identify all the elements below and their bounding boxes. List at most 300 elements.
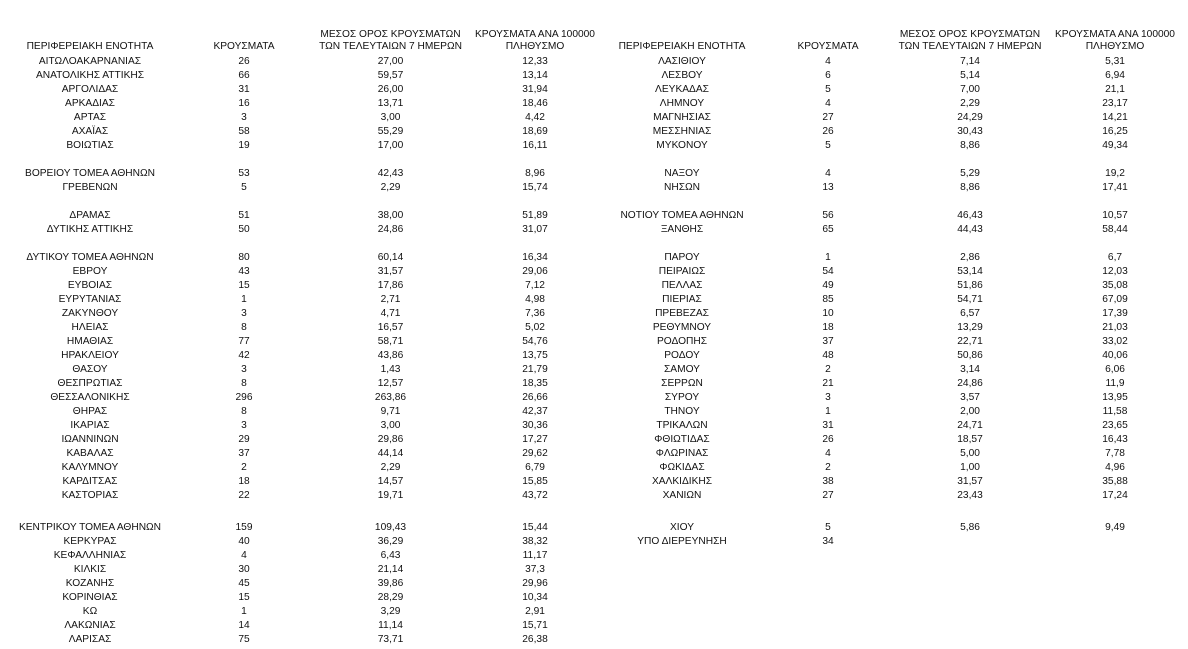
region-name-cell: ΚΑΛΥΜΝΟΥ — [61, 462, 119, 473]
avg-7day-cell: 14,57 — [377, 476, 404, 487]
table-row — [0, 447, 1188, 461]
cases-cell: 16 — [238, 98, 250, 109]
avg-7day-cell: 28,29 — [377, 592, 404, 603]
table-row — [0, 419, 1188, 433]
rate-per-100k-cell: 29,06 — [522, 266, 548, 277]
cases-cell: 2 — [241, 462, 247, 473]
cases-cell: 4 — [825, 448, 831, 459]
rate-per-100k-cell: 35,88 — [1102, 476, 1128, 487]
avg-7day-cell: 7,00 — [960, 84, 980, 95]
rate-per-100k-cell: 18,35 — [522, 378, 548, 389]
region-name-cell: ΞΑΝΘΗΣ — [660, 224, 704, 235]
region-name-cell: ΚΑΒΑΛΑΣ — [66, 448, 114, 459]
rate-per-100k-cell: 49,34 — [1102, 140, 1128, 151]
cases-cell: 34 — [822, 536, 834, 547]
region-name-cell: ΑΧΑΪΑΣ — [71, 126, 109, 137]
left-header-cases: ΚΡΟΥΣΜΑΤΑ — [213, 41, 275, 52]
right-header-avg-line1: ΜΕΣΟΣ ΟΡΟΣ ΚΡΟΥΣΜΑΤΩΝ — [899, 29, 1041, 40]
table-row — [0, 223, 1188, 237]
table-row — [0, 69, 1188, 83]
region-name-cell: ΝΗΣΩΝ — [664, 182, 700, 193]
region-name-cell: ΜΑΓΝΗΣΙΑΣ — [653, 112, 711, 123]
avg-7day-cell: 21,14 — [377, 564, 404, 575]
cases-cell: 3 — [825, 392, 831, 403]
region-name-cell: ΑΝΑΤΟΛΙΚΗΣ ΑΤΤΙΚΗΣ — [35, 70, 145, 81]
region-name-cell: ΦΩΚΙΔΑΣ — [659, 462, 705, 473]
region-name-cell: ΚΑΡΔΙΤΣΑΣ — [62, 476, 118, 487]
cases-cell: 3 — [241, 420, 247, 431]
table-row — [0, 489, 1188, 503]
left-header-avg — [318, 29, 463, 53]
rate-per-100k-cell: 58,44 — [1102, 224, 1128, 235]
region-name-cell: ΡΕΘΥΜΝΟΥ — [652, 322, 712, 333]
region-name-cell: ΚΙΛΚΙΣ — [73, 564, 107, 575]
region-name-cell: ΛΕΣΒΟΥ — [661, 70, 703, 81]
cases-cell: 4 — [825, 168, 831, 179]
avg-7day-cell: 3,57 — [960, 392, 980, 403]
region-name-cell: ΑΙΤΩΛΟΑΚΑΡΝΑΝΙΑΣ — [38, 56, 142, 67]
rate-per-100k-cell: 12,03 — [1102, 266, 1128, 277]
avg-7day-cell: 24,86 — [377, 224, 404, 235]
cases-cell: 26 — [822, 126, 834, 137]
rate-per-100k-cell: 13,95 — [1102, 392, 1128, 403]
avg-7day-cell: 6,57 — [960, 308, 980, 319]
region-name-cell: ΑΡΚΑΔΙΑΣ — [65, 98, 115, 109]
cases-cell: 296 — [235, 392, 253, 403]
region-name-cell: ΕΥΡΥΤΑΝΙΑΣ — [58, 294, 122, 305]
rate-per-100k-cell: 10,57 — [1102, 210, 1128, 221]
rate-per-100k-cell: 17,24 — [1102, 490, 1128, 501]
cases-cell: 22 — [238, 490, 250, 501]
avg-7day-cell: 2,71 — [380, 294, 401, 305]
cases-cell: 19 — [238, 140, 250, 151]
avg-7day-cell: 2,86 — [960, 252, 980, 263]
avg-7day-cell: 54,71 — [957, 294, 983, 305]
avg-7day-cell: 31,57 — [957, 476, 983, 487]
rate-per-100k-cell: 2,91 — [525, 606, 545, 617]
rate-per-100k-cell: 7,78 — [1105, 448, 1125, 459]
cases-cell: 42 — [238, 350, 250, 361]
avg-7day-cell: 5,00 — [960, 448, 980, 459]
left-header-avg-line1: ΜΕΣΟΣ ΟΡΟΣ ΚΡΟΥΣΜΑΤΩΝ — [320, 29, 461, 40]
rate-per-100k-cell: 11,17 — [522, 550, 548, 561]
rate-per-100k-cell: 7,12 — [525, 280, 545, 291]
cases-cell: 2 — [825, 462, 831, 473]
region-name-cell: ΠΕΛΛΑΣ — [661, 280, 703, 291]
cases-cell: 5 — [825, 140, 831, 151]
rate-per-100k-cell: 17,39 — [1102, 308, 1128, 319]
rate-per-100k-cell: 16,34 — [522, 252, 548, 263]
avg-7day-cell: 8,86 — [960, 182, 980, 193]
rate-per-100k-cell: 10,34 — [522, 592, 548, 603]
rate-per-100k-cell: 17,27 — [522, 434, 548, 445]
avg-7day-cell: 44,43 — [957, 224, 983, 235]
rate-per-100k-cell: 29,62 — [522, 448, 548, 459]
cases-cell: 26 — [822, 434, 834, 445]
cases-cell: 77 — [238, 336, 250, 347]
avg-7day-cell: 109,43 — [374, 522, 407, 533]
region-name-cell: ΖΑΚΥΝΘΟΥ — [61, 308, 119, 319]
cases-cell: 27 — [822, 490, 834, 501]
cases-cell: 1 — [241, 606, 247, 617]
table-row — [0, 535, 1188, 549]
rate-per-100k-cell: 33,02 — [1102, 336, 1128, 347]
region-name-cell: ΛΕΥΚΑΔΑΣ — [655, 84, 709, 95]
cases-cell: 4 — [825, 56, 831, 67]
avg-7day-cell: 3,14 — [960, 364, 980, 375]
cases-cell: 31 — [238, 84, 250, 95]
table-row — [0, 125, 1188, 139]
avg-7day-cell: 26,00 — [377, 84, 404, 95]
region-name-cell: ΦΛΩΡΙΝΑΣ — [655, 448, 709, 459]
rate-per-100k-cell: 31,94 — [522, 84, 548, 95]
table-row — [0, 563, 1188, 577]
cases-cell: 18 — [238, 476, 250, 487]
avg-7day-cell: 38,00 — [377, 210, 404, 221]
cases-cell: 4 — [241, 550, 247, 561]
region-name-cell: ΤΗΝΟΥ — [664, 406, 700, 417]
avg-7day-cell: 53,14 — [957, 266, 983, 277]
region-name-cell: ΠΡΕΒΕΖΑΣ — [655, 308, 709, 319]
cases-cell: 18 — [822, 322, 834, 333]
cases-cell: 3 — [241, 112, 247, 123]
cases-cell: 10 — [822, 308, 834, 319]
region-name-cell: ΕΒΡΟΥ — [72, 266, 108, 277]
cases-cell: 27 — [822, 112, 834, 123]
rate-per-100k-cell: 5,31 — [1105, 56, 1125, 67]
region-name-cell: ΗΛΕΙΑΣ — [71, 322, 109, 333]
table-row — [0, 461, 1188, 475]
avg-7day-cell: 3,00 — [380, 420, 401, 431]
region-name-cell: ΗΜΑΘΙΑΣ — [66, 336, 114, 347]
cases-cell: 85 — [822, 294, 834, 305]
table-row — [0, 55, 1188, 69]
region-name-cell: ΚΕΦΑΛΛΗΝΙΑΣ — [53, 550, 127, 561]
region-name-cell: ΚΑΣΤΟΡΙΑΣ — [61, 490, 119, 501]
table-row — [0, 209, 1188, 223]
region-name-cell: ΣΕΡΡΩΝ — [661, 378, 703, 389]
rate-per-100k-cell: 9,49 — [1105, 522, 1125, 533]
left-header-region: ΠΕΡΙΦΕΡΕΙΑΚΗ ΕΝΟΤΗΤΑ — [26, 41, 154, 52]
right-header-rate-line2: ΠΛΗΘΥΣΜΟ — [1085, 41, 1145, 52]
avg-7day-cell: 29,86 — [377, 434, 404, 445]
right-header-rate — [1050, 29, 1180, 53]
rate-per-100k-cell: 40,06 — [1102, 350, 1128, 361]
right-header-region: ΠΕΡΙΦΕΡΕΙΑΚΗ ΕΝΟΤΗΤΑ — [618, 41, 746, 52]
cases-cell: 8 — [241, 378, 247, 389]
table-row — [0, 97, 1188, 111]
rate-per-100k-cell: 6,06 — [1105, 364, 1125, 375]
cases-cell: 1 — [825, 406, 831, 417]
right-header-avg — [895, 29, 1045, 53]
region-name-cell: ΡΟΔΟΥ — [664, 350, 700, 361]
avg-7day-cell: 3,00 — [380, 112, 401, 123]
cases-cell: 13 — [822, 182, 834, 193]
region-name-cell: ΛΑΣΙΘΙΟΥ — [658, 56, 706, 67]
cases-cell: 48 — [822, 350, 834, 361]
rate-per-100k-cell: 23,65 — [1102, 420, 1128, 431]
rate-per-100k-cell: 5,02 — [525, 322, 545, 333]
region-name-cell: ΙΚΑΡΙΑΣ — [70, 420, 110, 431]
table-row — [0, 577, 1188, 591]
region-name-cell: ΔΥΤΙΚΟΥ ΤΟΜΕΑ ΑΘΗΝΩΝ — [26, 252, 154, 263]
left-header-rate-line1: ΚΡΟΥΣΜΑΤΑ ΑΝΑ 100000 — [475, 29, 595, 40]
cases-cell: 49 — [822, 280, 834, 291]
table-row — [0, 391, 1188, 405]
avg-7day-cell: 73,71 — [377, 634, 404, 645]
region-name-cell: ΛΑΚΩΝΙΑΣ — [64, 620, 116, 631]
avg-7day-cell: 55,29 — [377, 126, 404, 137]
avg-7day-cell: 4,71 — [380, 308, 401, 319]
cases-cell: 5 — [825, 522, 831, 533]
cases-cell: 1 — [241, 294, 247, 305]
cases-cell: 51 — [238, 210, 250, 221]
rate-per-100k-cell: 51,89 — [522, 210, 548, 221]
cases-cell: 75 — [238, 634, 250, 645]
cases-cell: 43 — [238, 266, 250, 277]
avg-7day-cell: 2,29 — [960, 98, 980, 109]
table-row — [0, 433, 1188, 447]
right-header-cases: ΚΡΟΥΣΜΑΤΑ — [797, 41, 859, 52]
avg-7day-cell: 51,86 — [957, 280, 983, 291]
cases-cell: 65 — [822, 224, 834, 235]
avg-7day-cell: 1,43 — [380, 364, 401, 375]
region-name-cell: ΣΥΡΟΥ — [664, 392, 700, 403]
rate-per-100k-cell: 15,71 — [522, 620, 548, 631]
rate-per-100k-cell: 67,09 — [1102, 294, 1128, 305]
avg-7day-cell: 18,57 — [957, 434, 983, 445]
region-name-cell: ΜΕΣΣΗΝΙΑΣ — [652, 126, 712, 137]
avg-7day-cell: 5,29 — [960, 168, 980, 179]
avg-7day-cell: 31,57 — [377, 266, 404, 277]
table-row — [0, 307, 1188, 321]
rate-per-100k-cell: 26,38 — [522, 634, 548, 645]
region-name-cell: ΤΡΙΚΑΛΩΝ — [656, 420, 708, 431]
table-row — [0, 265, 1188, 279]
region-name-cell: ΜΥΚΟΝΟΥ — [656, 140, 708, 151]
region-name-cell: ΙΩΑΝΝΙΝΩΝ — [61, 434, 119, 445]
rate-per-100k-cell: 42,37 — [522, 406, 548, 417]
right-header-rate-line1: ΚΡΟΥΣΜΑΤΑ ΑΝΑ 100000 — [1055, 29, 1175, 40]
avg-7day-cell: 27,00 — [377, 56, 404, 67]
avg-7day-cell: 23,43 — [957, 490, 983, 501]
avg-7day-cell: 6,43 — [380, 550, 401, 561]
avg-7day-cell: 7,14 — [960, 56, 980, 67]
table-row — [0, 83, 1188, 97]
region-name-cell: ΓΡΕΒΕΝΩΝ — [62, 182, 118, 193]
avg-7day-cell: 22,71 — [957, 336, 983, 347]
cases-cell: 15 — [238, 280, 250, 291]
table-row — [0, 251, 1188, 265]
rate-per-100k-cell: 4,98 — [525, 294, 545, 305]
rate-per-100k-cell: 6,79 — [525, 462, 545, 473]
avg-7day-cell: 16,57 — [377, 322, 404, 333]
cases-cell: 80 — [238, 252, 250, 263]
rate-per-100k-cell: 13,14 — [522, 70, 548, 81]
table-row — [0, 181, 1188, 195]
rate-per-100k-cell: 38,32 — [522, 536, 548, 547]
cases-cell: 14 — [238, 620, 250, 631]
table-row — [0, 293, 1188, 307]
region-name-cell: ΦΘΙΩΤΙΔΑΣ — [654, 434, 710, 445]
avg-7day-cell: 8,86 — [960, 140, 980, 151]
avg-7day-cell: 58,71 — [377, 336, 404, 347]
rate-per-100k-cell: 37,3 — [525, 564, 545, 575]
region-name-cell: ΘΕΣΣΑΛΟΝΙΚΗΣ — [50, 392, 130, 403]
cases-cell: 21 — [822, 378, 834, 389]
region-name-cell: ΘΑΣΟΥ — [72, 364, 108, 375]
rate-per-100k-cell: 6,94 — [1105, 70, 1125, 81]
rate-per-100k-cell: 7,36 — [525, 308, 545, 319]
rate-per-100k-cell: 18,69 — [522, 126, 548, 137]
avg-7day-cell: 50,86 — [957, 350, 983, 361]
cases-cell: 5 — [241, 182, 247, 193]
avg-7day-cell: 44,14 — [377, 448, 404, 459]
avg-7day-cell: 11,14 — [378, 620, 403, 631]
cases-cell: 3 — [241, 308, 247, 319]
region-name-cell: ΚΩ — [82, 606, 98, 617]
rate-per-100k-cell: 19,2 — [1105, 168, 1125, 179]
cases-cell: 37 — [822, 336, 834, 347]
rate-per-100k-cell: 31,07 — [522, 224, 548, 235]
cases-cell: 29 — [238, 434, 250, 445]
cases-cell: 50 — [238, 224, 250, 235]
region-name-cell: ΘΕΣΠΡΩΤΙΑΣ — [57, 378, 123, 389]
avg-7day-cell: 19,71 — [377, 490, 404, 501]
region-name-cell: ΔΥΤΙΚΗΣ ΑΤΤΙΚΗΣ — [46, 224, 134, 235]
region-name-cell: ΘΗΡΑΣ — [72, 406, 108, 417]
rate-per-100k-cell: 15,74 — [522, 182, 548, 193]
region-name-cell: ΧΙΟΥ — [669, 522, 695, 533]
region-name-cell: ΚΟΖΑΝΗΣ — [65, 578, 115, 589]
rate-per-100k-cell: 15,44 — [522, 522, 548, 533]
region-name-cell: ΡΟΔΟΠΗΣ — [656, 336, 708, 347]
region-name-cell: ΣΑΜΟΥ — [664, 364, 700, 375]
cases-cell: 53 — [238, 168, 250, 179]
avg-7day-cell: 24,29 — [957, 112, 983, 123]
rate-per-100k-cell: 29,96 — [522, 578, 548, 589]
rate-per-100k-cell: 26,66 — [522, 392, 548, 403]
rate-per-100k-cell: 30,36 — [522, 420, 548, 431]
avg-7day-cell: 46,43 — [957, 210, 983, 221]
avg-7day-cell: 13,71 — [377, 98, 404, 109]
avg-7day-cell: 1,00 — [960, 462, 980, 473]
avg-7day-cell: 17,00 — [377, 140, 404, 151]
cases-cell: 8 — [241, 406, 247, 417]
table-row — [0, 475, 1188, 489]
region-name-cell: ΛΗΜΝΟΥ — [659, 98, 705, 109]
rate-per-100k-cell: 11,58 — [1102, 406, 1128, 417]
avg-7day-cell: 263,86 — [374, 392, 407, 403]
cases-cell: 15 — [238, 592, 250, 603]
cases-cell: 38 — [822, 476, 834, 487]
table-row — [0, 591, 1188, 605]
table-row — [0, 605, 1188, 619]
region-name-cell: ΚΕΝΤΡΙΚΟΥ ΤΟΜΕΑ ΑΘΗΝΩΝ — [18, 522, 162, 533]
table-row — [0, 335, 1188, 349]
rate-per-100k-cell: 12,33 — [522, 56, 548, 67]
avg-7day-cell: 39,86 — [377, 578, 404, 589]
region-name-cell: ΗΡΑΚΛΕΙΟΥ — [61, 350, 119, 361]
rate-per-100k-cell: 14,21 — [1102, 112, 1128, 123]
region-name-cell: ΑΡΤΑΣ — [73, 112, 107, 123]
table-row — [0, 405, 1188, 419]
avg-7day-cell: 12,57 — [377, 378, 404, 389]
table-row — [0, 321, 1188, 335]
cases-cell: 3 — [241, 364, 247, 375]
region-name-cell: ΧΑΝΙΩΝ — [662, 490, 702, 501]
rate-per-100k-cell: 6,7 — [1107, 252, 1123, 263]
rate-per-100k-cell: 18,46 — [522, 98, 548, 109]
region-name-cell: ΧΑΛΚΙΔΙΚΗΣ — [651, 476, 713, 487]
table-row — [0, 139, 1188, 153]
avg-7day-cell: 30,43 — [957, 126, 983, 137]
left-header-rate-line2: ΠΛΗΘΥΣΜΟ — [505, 41, 565, 52]
table-row — [0, 167, 1188, 181]
cases-cell: 5 — [825, 84, 831, 95]
table-row — [0, 349, 1188, 363]
left-header-avg-line2: ΤΩΝ ΤΕΛΕΥΤΑΙΩΝ 7 ΗΜΕΡΩΝ — [319, 41, 462, 52]
table-row — [0, 363, 1188, 377]
rate-per-100k-cell: 15,85 — [522, 476, 548, 487]
region-name-cell: ΒΟΡΕΙΟΥ ΤΟΜΕΑ ΑΘΗΝΩΝ — [25, 168, 155, 179]
avg-7day-cell: 24,71 — [957, 420, 983, 431]
left-header-rate — [470, 29, 600, 53]
cases-cell: 37 — [238, 448, 250, 459]
region-name-cell: ΔΡΑΜΑΣ — [69, 210, 111, 221]
cases-cell: 54 — [822, 266, 834, 277]
avg-7day-cell: 9,71 — [380, 406, 401, 417]
cases-cell: 6 — [825, 70, 831, 81]
cases-cell: 2 — [825, 364, 831, 375]
avg-7day-cell: 2,00 — [960, 406, 980, 417]
cases-cell: 56 — [822, 210, 834, 221]
cases-cell: 8 — [241, 322, 247, 333]
rate-per-100k-cell: 21,03 — [1102, 322, 1128, 333]
table-row — [0, 111, 1188, 125]
rate-per-100k-cell: 54,76 — [522, 336, 548, 347]
rate-per-100k-cell: 21,79 — [522, 364, 548, 375]
rate-per-100k-cell: 16,11 — [522, 140, 548, 151]
region-name-cell: ΚΟΡΙΝΘΙΑΣ — [62, 592, 118, 603]
table-row — [0, 633, 1188, 647]
region-name-cell: ΕΥΒΟΙΑΣ — [67, 280, 113, 291]
avg-7day-cell: 5,86 — [960, 522, 980, 533]
avg-7day-cell: 5,14 — [960, 70, 980, 81]
rate-per-100k-cell: 8,96 — [525, 168, 545, 179]
region-name-cell: ΠΙΕΡΙΑΣ — [662, 294, 702, 305]
avg-7day-cell: 2,29 — [380, 462, 401, 473]
avg-7day-cell: 59,57 — [377, 70, 404, 81]
region-name-cell: ΚΕΡΚΥΡΑΣ — [63, 536, 117, 547]
rate-per-100k-cell: 43,72 — [522, 490, 548, 501]
rate-per-100k-cell: 16,43 — [1102, 434, 1128, 445]
rate-per-100k-cell: 21,1 — [1105, 84, 1125, 95]
region-name-cell: ΝΟΤΙΟΥ ΤΟΜΕΑ ΑΘΗΝΩΝ — [620, 210, 744, 221]
right-header-avg-line2: ΤΩΝ ΤΕΛΕΥΤΑΙΩΝ 7 ΗΜΕΡΩΝ — [898, 41, 1042, 52]
table-row — [0, 377, 1188, 391]
cases-cell: 159 — [235, 522, 253, 533]
rate-per-100k-cell: 35,08 — [1102, 280, 1128, 291]
avg-7day-cell: 3,29 — [380, 606, 401, 617]
rate-per-100k-cell: 16,25 — [1102, 126, 1128, 137]
region-name-cell: ΑΡΓΟΛΙΔΑΣ — [61, 84, 119, 95]
region-name-cell: ΝΑΞΟΥ — [664, 168, 700, 179]
rate-per-100k-cell: 4,96 — [1105, 462, 1125, 473]
region-name-cell: ΒΟΙΩΤΙΑΣ — [66, 140, 114, 151]
table-row — [0, 619, 1188, 633]
rate-per-100k-cell: 13,75 — [522, 350, 548, 361]
